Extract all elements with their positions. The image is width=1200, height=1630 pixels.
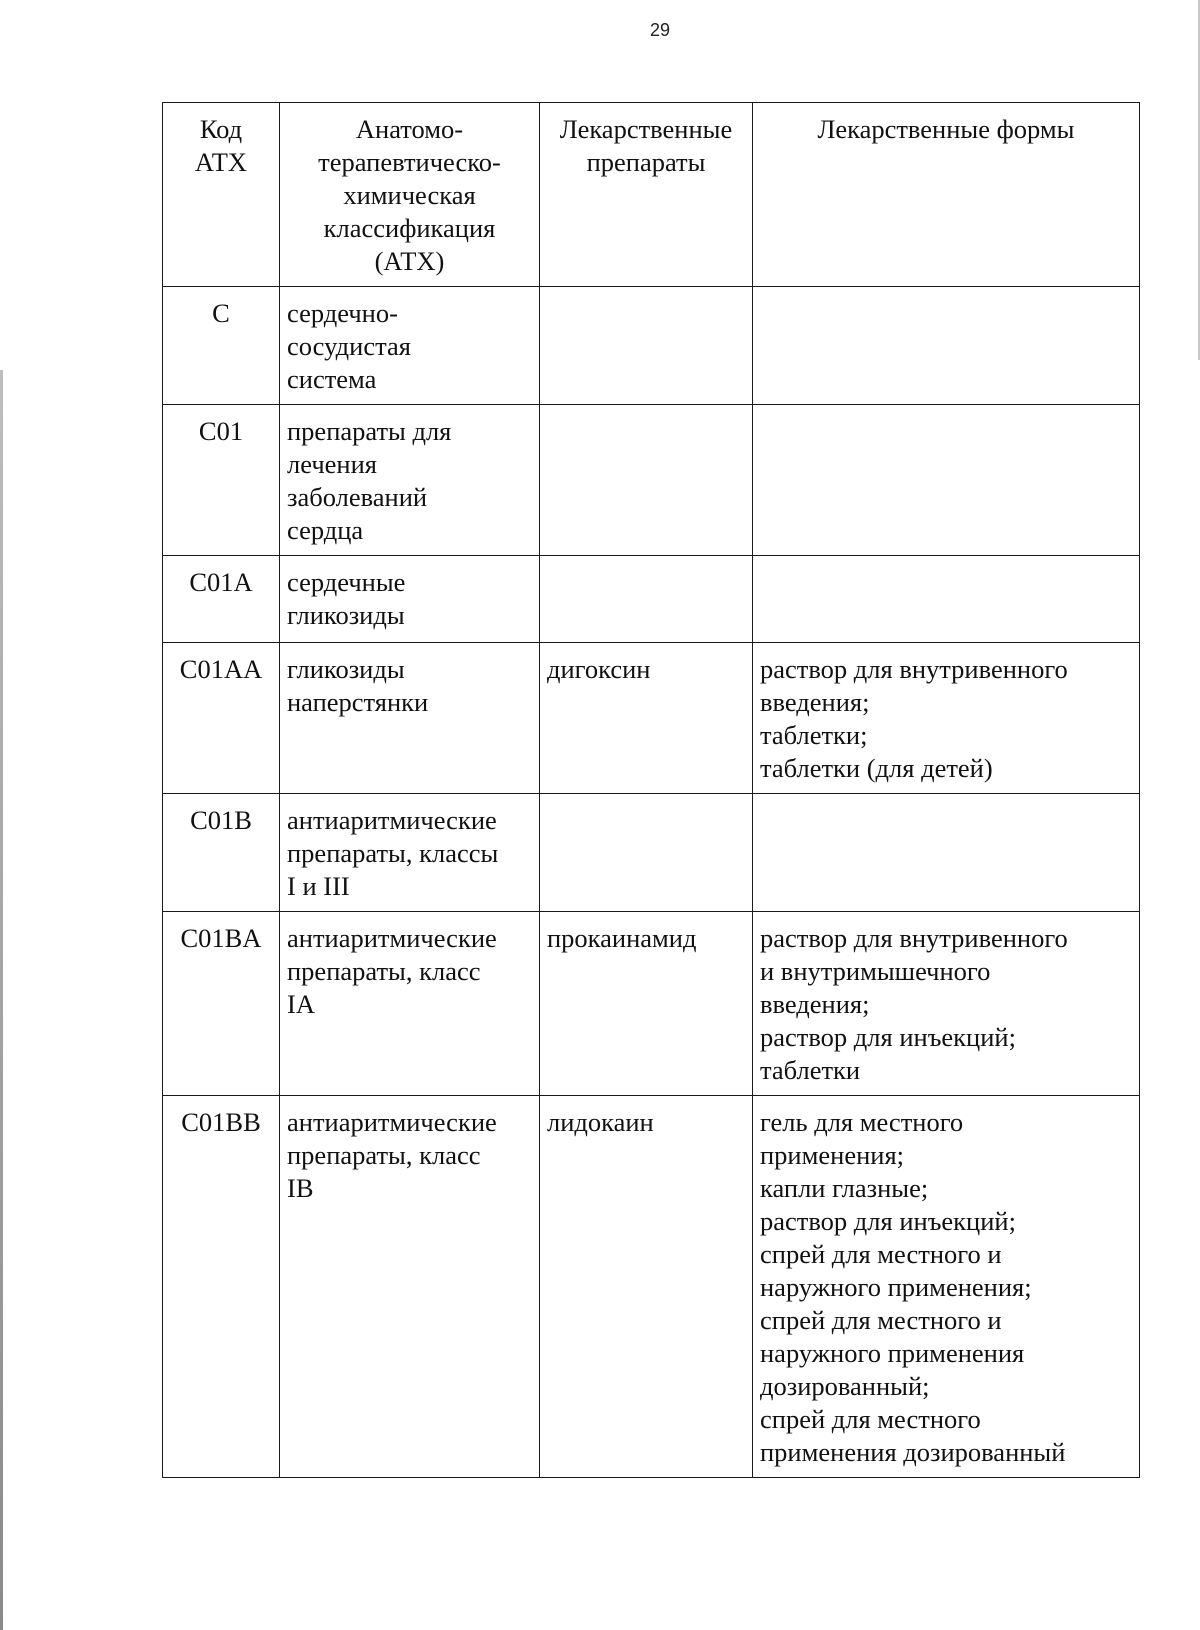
drug-cell [540, 287, 753, 405]
atx-code-cell: C01B [163, 794, 280, 912]
drug-cell [540, 556, 753, 643]
classification-line: препараты, класс [287, 1140, 481, 1170]
classification-line: гликозиды [287, 654, 405, 684]
classification-cell [280, 556, 540, 643]
classification-line: препараты, класс [287, 956, 481, 986]
dosage-form-line: и внутримышечного [760, 956, 991, 986]
classification-line: сосудистая [287, 331, 411, 361]
dosage-form-line: наружного применения [760, 1338, 1025, 1368]
drug-cell: дигоксин [540, 643, 753, 794]
classification-line: IA [287, 989, 315, 1019]
dosage-form-line: введения; [760, 989, 870, 1019]
dosage-forms-cell [753, 912, 1140, 1096]
dosage-forms-cell [753, 287, 1140, 405]
classification-cell [280, 643, 540, 794]
classification-line: сердечно- [287, 298, 398, 328]
classification-line: лечения [287, 449, 377, 479]
classification-line: антиаритмические [287, 923, 497, 953]
header-code-line: Код [199, 114, 243, 144]
classification-line: сердца [287, 515, 364, 545]
classification-cell [280, 405, 540, 556]
dosage-form-line: спрей для местного и [760, 1239, 1002, 1269]
table-row [163, 794, 1140, 912]
atx-classification-table [162, 102, 1140, 1478]
classification-cell [280, 1096, 540, 1478]
drug-cell [540, 405, 753, 556]
classification-cell [280, 287, 540, 405]
header-drugs-line: Лекарственные [559, 114, 733, 144]
header-drugs [540, 103, 753, 287]
table-row [163, 556, 1140, 643]
classification-cell [280, 794, 540, 912]
atx-code-cell: C [163, 287, 280, 405]
dosage-form-line: раствор для внутривенного [760, 654, 1068, 684]
dosage-form-line: таблетки [760, 1055, 861, 1085]
dosage-forms-cell [753, 1096, 1140, 1478]
header-class-line: (АТХ) [374, 246, 445, 276]
drug-cell: прокаинамид [540, 912, 753, 1096]
dosage-form-line: таблетки (для детей) [760, 753, 993, 783]
table-row [163, 287, 1140, 405]
drug-cell: лидокаин [540, 1096, 753, 1478]
classification-line: препараты, классы [287, 838, 499, 868]
classification-line: сердечные [287, 567, 406, 597]
dosage-form-line: введения; [760, 687, 870, 717]
header-forms [753, 103, 1140, 287]
header-classification [280, 103, 540, 287]
dosage-form-line: дозированный; [760, 1371, 930, 1401]
dosage-form-line: спрей для местного [760, 1404, 981, 1434]
dosage-forms-cell [753, 556, 1140, 643]
classification-line: заболеваний [287, 482, 428, 512]
classification-line: гликозиды [287, 600, 405, 630]
classification-line: антиаритмические [287, 805, 497, 835]
drug-cell [540, 794, 753, 912]
dosage-form-line: наружного применения; [760, 1272, 1032, 1302]
classification-line: антиаритмические [287, 1107, 497, 1137]
header-class-line: Анатомо- [355, 114, 464, 144]
dosage-forms-cell [753, 643, 1140, 794]
classification-cell [280, 912, 540, 1096]
header-class-line: химическая [343, 180, 476, 210]
dosage-form-line: раствор для внутривенного [760, 923, 1068, 953]
dosage-form-line: раствор для инъекций; [760, 1206, 1016, 1236]
atx-code-cell: C01A [163, 556, 280, 643]
header-code-line: АТХ [194, 147, 248, 177]
table-body [163, 287, 1140, 1478]
atx-code-cell: C01AA [163, 643, 280, 794]
classification-line: препараты для [287, 416, 452, 446]
page-number: 29 [649, 20, 671, 40]
dosage-form-line: применения дозированный [760, 1437, 1066, 1467]
dosage-form-line: применения; [760, 1140, 905, 1170]
table-header-row [163, 103, 1140, 287]
classification-line: система [287, 364, 377, 394]
dosage-forms-cell [753, 405, 1140, 556]
atx-code-cell: C01BA [163, 912, 280, 1096]
header-class-line: терапевтическо- [318, 147, 501, 177]
scan-left-edge [0, 370, 3, 1630]
table-row [163, 1096, 1140, 1478]
classification-line: IB [287, 1173, 314, 1203]
atx-code-cell: C01 [163, 405, 280, 556]
table-row [163, 643, 1140, 794]
header-code [163, 103, 280, 287]
classification-line: I и III [287, 871, 350, 901]
table-row [163, 912, 1140, 1096]
dosage-form-line: таблетки; [760, 720, 868, 750]
dosage-form-line: капли глазные; [760, 1173, 929, 1203]
classification-line: наперстянки [287, 687, 429, 717]
dosage-form-line: раствор для инъекций; [760, 1022, 1016, 1052]
atx-code-cell: C01BB [163, 1096, 280, 1478]
table-row [163, 405, 1140, 556]
header-drugs-line: препараты [586, 147, 706, 177]
dosage-forms-cell [753, 794, 1140, 912]
dosage-form-line: спрей для местного и [760, 1305, 1002, 1335]
header-class-line: классификация [323, 213, 496, 243]
dosage-form-line: гель для местного [760, 1107, 964, 1137]
header-forms-line: Лекарственные формы [817, 114, 1075, 144]
